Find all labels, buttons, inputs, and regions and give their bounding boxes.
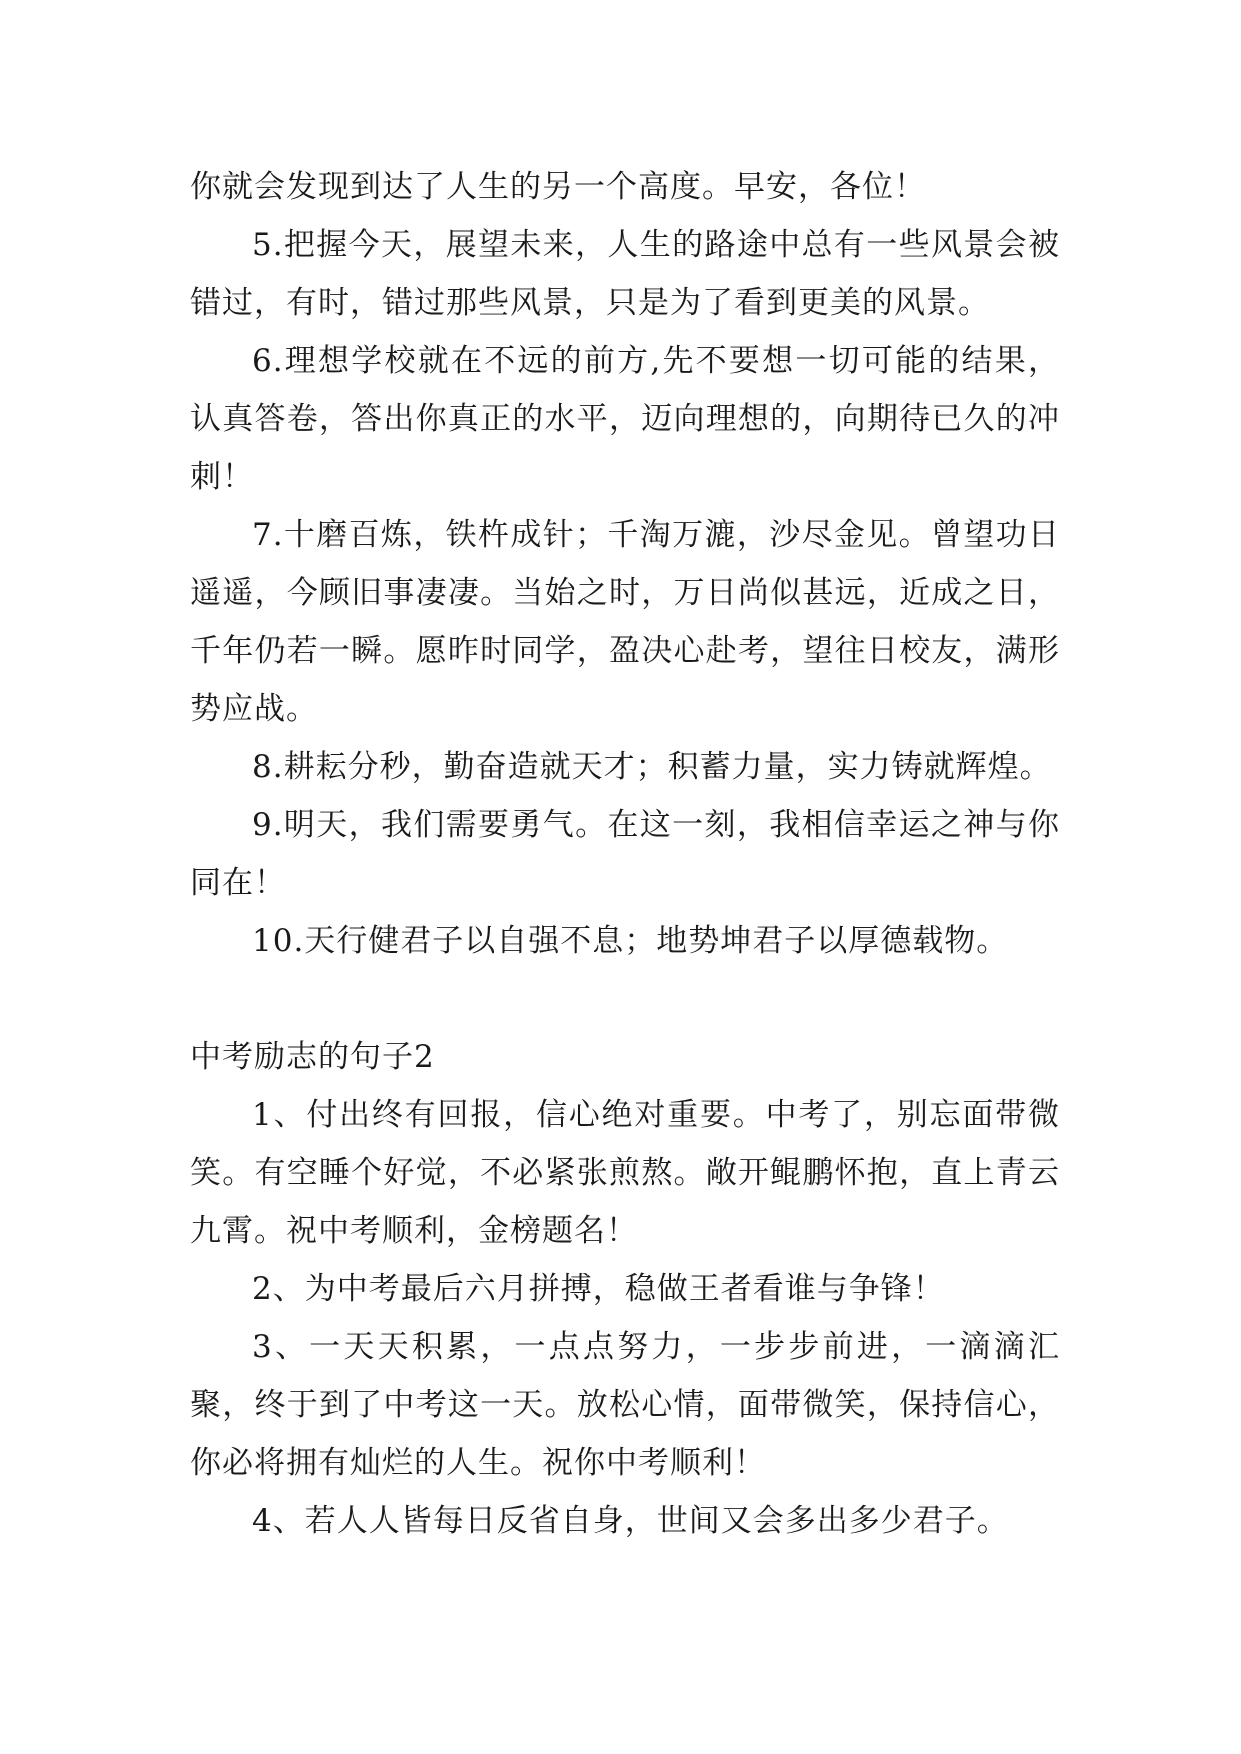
document-body [190, 158, 1060, 1550]
list-item: 7.十磨百炼，铁杵成针；千淘万漉，沙尽金见。曾望功日遥遥，今顾旧事凄凄。当始之时，万日尚似甚远，近成之日，千年仍若一瞬。愿昨时同学，盈决心赴考，望往日校友，满形势应战。 [190, 517, 1060, 727]
list-item: 9.明天，我们需要勇气。在这一刻，我相信幸运之神与你同在！ [190, 807, 1060, 901]
list-item: 10.天行健君子以自强不息；地势坤君子以厚德载物。 [252, 923, 1009, 959]
list-item: 3、一天天积累，一点点努力，一步步前进，一滴滴汇聚，终于到了中考这一天。放松心情，面带微笑，保持信心，你必将拥有灿烂的人生。祝你中考顺利！ [190, 1329, 1060, 1481]
list-item: 4、若人人皆每日反省自身，世间又会多出多少君子。 [252, 1503, 1009, 1539]
list-item: 2、为中考最后六月拼搏，稳做王者看谁与争锋！ [252, 1271, 945, 1307]
list-item: 5.把握今天，展望未来，人生的路途中总有一些风景会被错过，有时，错过那些风景，只是为了看到更美的风景。 [190, 227, 1060, 321]
section-heading: 中考励志的句子2 [190, 1039, 435, 1075]
list-item: 8.耕耘分秒，勤奋造就天才；积蓄力量，实力铸就辉煌。 [252, 749, 1052, 785]
continuation-paragraph: 你就会发现到达了人生的另一个高度。早安，各位！ [190, 169, 926, 205]
list-item: 6.理想学校就在不远的前方,先不要想一切可能的结果，认真答卷，答出你真正的水平，迈向理想的，向期待已久的冲刺！ [190, 343, 1060, 495]
list-item: 1、付出终有回报，信心绝对重要。中考了，别忘面带微笑。有空睡个好觉，不必紧张煎熬。敞开鲲鹏怀抱，直上青云九霄。祝中考顺利，金榜题名！ [190, 1097, 1060, 1249]
